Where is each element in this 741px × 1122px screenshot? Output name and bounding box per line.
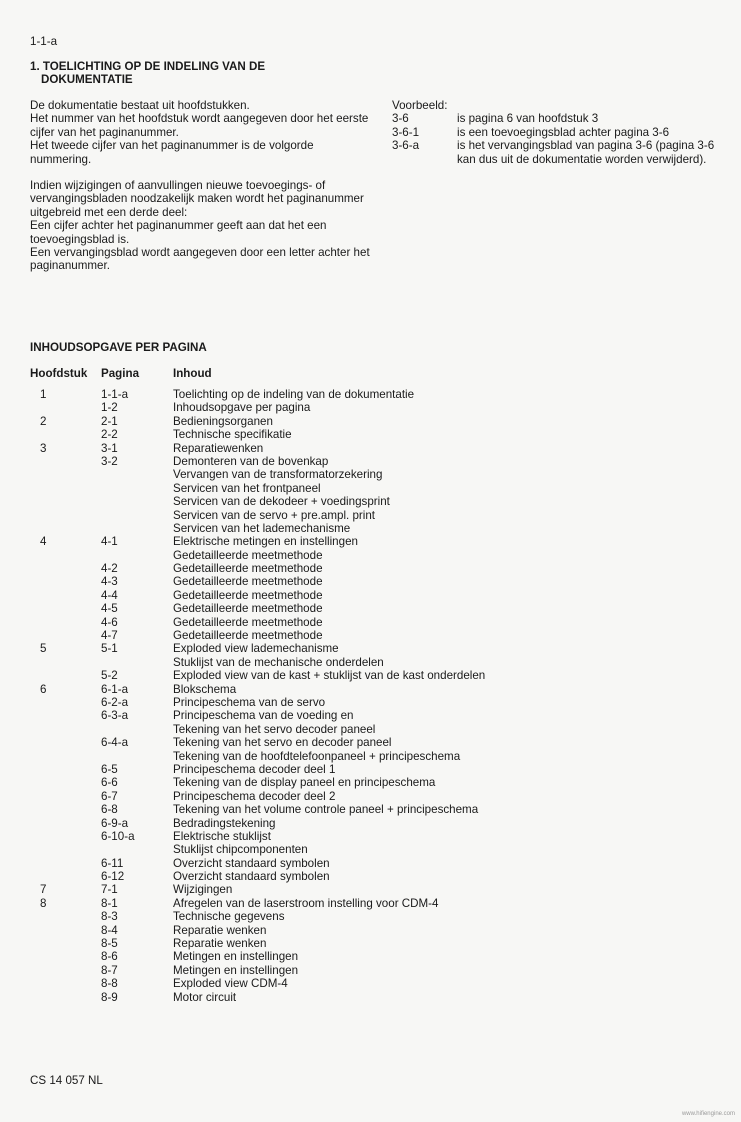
toc-chapter bbox=[30, 843, 101, 856]
toc-chapter bbox=[30, 736, 101, 749]
toc-row bbox=[30, 763, 730, 776]
toc-content: Inhoudsopgave per pagina bbox=[173, 401, 311, 415]
toc-page: 4-4 bbox=[101, 588, 118, 602]
toc-page bbox=[101, 482, 173, 495]
toc-chapter bbox=[30, 575, 101, 588]
toc-page: 8-8 bbox=[101, 977, 118, 991]
toc-page: 4-1 bbox=[101, 535, 118, 549]
toc-row bbox=[30, 736, 730, 749]
toc-content: Technische specifikatie bbox=[173, 428, 292, 442]
toc-header-chapter: Hoofdstuk bbox=[30, 367, 88, 380]
toc-row bbox=[30, 817, 730, 830]
toc-content: Elektrische metingen en instellingen bbox=[173, 535, 358, 549]
toc-page: 6-10-a bbox=[101, 829, 135, 843]
example-row bbox=[392, 139, 732, 166]
toc-page: 6-4-a bbox=[101, 736, 129, 750]
intro-paragraph: De dokumentatie bestaat uit hoofdstukken. Het nummer van het hoofdstuk wordt aangegeven door het eerste cijfer van het paginanummer. Het tweede cijfer van het paginanummer is de volgorde nummering. bbox=[30, 99, 369, 166]
toc-chapter bbox=[30, 870, 101, 883]
toc-content: Principeschema van de servo bbox=[173, 695, 326, 709]
toc-page: 8-9 bbox=[101, 990, 118, 1004]
toc-chapter bbox=[30, 776, 101, 789]
toc-chapter bbox=[30, 616, 101, 629]
document-code: CS 14 057 NL bbox=[30, 1074, 103, 1087]
example-row bbox=[392, 112, 732, 125]
toc-chapter bbox=[30, 696, 101, 709]
toc-page: 6-12 bbox=[101, 870, 125, 884]
toc-content: Servicen van de servo + pre.ampl. print bbox=[173, 508, 376, 522]
toc-content: Metingen en instellingen bbox=[173, 950, 299, 964]
toc-row bbox=[30, 709, 730, 722]
toc-chapter bbox=[30, 509, 101, 522]
toc-page: 6-11 bbox=[101, 856, 124, 870]
toc-content: Elektrische stuklijst bbox=[173, 829, 271, 843]
toc-chapter bbox=[30, 857, 101, 870]
toc-page: 4-7 bbox=[101, 629, 118, 643]
toc-page bbox=[101, 750, 173, 763]
toc-page: 8-1 bbox=[101, 896, 118, 910]
toc-row bbox=[30, 883, 730, 896]
toc-page: 7-1 bbox=[101, 883, 118, 897]
toc-row bbox=[30, 629, 730, 642]
toc-chapter bbox=[30, 709, 101, 722]
toc-content: Reparatie wenken bbox=[173, 923, 267, 937]
toc-chapter bbox=[30, 950, 101, 963]
toc-row bbox=[30, 669, 730, 682]
toc-row bbox=[30, 924, 730, 937]
toc-page: 4-6 bbox=[101, 615, 118, 629]
toc-chapter bbox=[30, 629, 101, 642]
example-row bbox=[392, 126, 732, 139]
toc-chapter bbox=[30, 924, 101, 937]
toc-row bbox=[30, 455, 730, 468]
toc-content: Wijzigingen bbox=[173, 883, 233, 897]
toc-chapter bbox=[30, 669, 101, 682]
toc-row bbox=[30, 642, 730, 655]
toc-row bbox=[30, 575, 730, 588]
toc-chapter bbox=[30, 482, 101, 495]
toc-row bbox=[30, 830, 730, 843]
toc-row bbox=[30, 776, 730, 789]
toc-chapter: 2 bbox=[40, 414, 47, 428]
toc-row bbox=[30, 549, 730, 562]
toc-content: Bedradingstekening bbox=[173, 816, 276, 830]
toc-chapter bbox=[30, 522, 101, 535]
toc-row bbox=[30, 616, 730, 629]
toc-page: 5-1 bbox=[101, 642, 118, 656]
toc-row bbox=[30, 602, 730, 615]
example-text: is het vervangingsblad van pagina 3-6 (pagina 3-6 kan dus uit de dokumentatie worden verwijderd). bbox=[457, 139, 715, 166]
toc-chapter bbox=[30, 455, 101, 468]
toc-content: Stuklijst van de mechanische onderdelen bbox=[173, 655, 384, 669]
toc-row bbox=[30, 803, 730, 816]
toc-page: 1-2 bbox=[101, 401, 118, 415]
toc-chapter bbox=[30, 401, 101, 414]
toc-chapter bbox=[30, 723, 101, 736]
toc-row bbox=[30, 522, 730, 535]
toc-page: 4-3 bbox=[101, 575, 118, 589]
toc-chapter: 8 bbox=[40, 896, 47, 910]
toc-content: Vervangen van de transformatorzekering bbox=[173, 468, 383, 482]
toc-chapter bbox=[30, 495, 101, 508]
toc-header-page: Pagina bbox=[101, 367, 140, 380]
toc-page: 8-7 bbox=[101, 963, 118, 977]
toc-content: Technische gegevens bbox=[173, 910, 285, 924]
toc-content: Principeschema decoder deel 1 bbox=[173, 762, 336, 776]
toc-page: 2-2 bbox=[101, 428, 118, 442]
toc-page: 8-6 bbox=[101, 950, 118, 964]
toc-row bbox=[30, 509, 730, 522]
toc-row bbox=[30, 977, 730, 990]
toc-title: INHOUDSOPGAVE PER PAGINA bbox=[30, 341, 207, 354]
toc-page: 2-1 bbox=[101, 414, 118, 428]
toc-page bbox=[101, 509, 173, 522]
toc-row bbox=[30, 696, 730, 709]
example-key: 3-6-1 bbox=[392, 125, 420, 139]
toc-content: Toelichting op de indeling van de dokumentatie bbox=[173, 388, 415, 401]
toc-content: Servicen van het lademechanisme bbox=[173, 521, 351, 535]
toc-page: 6-5 bbox=[101, 762, 118, 776]
toc-chapter: 4 bbox=[40, 535, 47, 549]
toc-row bbox=[30, 870, 730, 883]
toc-row bbox=[30, 535, 730, 548]
toc-content: Servicen van het frontpaneel bbox=[173, 481, 321, 495]
toc-chapter bbox=[30, 602, 101, 615]
toc-chapter: 3 bbox=[40, 441, 47, 455]
toc-content: Exploded view CDM-4 bbox=[173, 977, 288, 991]
toc-chapter bbox=[30, 656, 101, 669]
toc-page: 4-2 bbox=[101, 562, 118, 576]
toc-page: 6-1-a bbox=[101, 682, 129, 696]
toc-chapter bbox=[30, 549, 101, 562]
toc-page: 6-7 bbox=[101, 789, 118, 803]
toc-row bbox=[30, 442, 730, 455]
toc-content: Blokschema bbox=[173, 682, 237, 696]
section-heading bbox=[30, 60, 265, 87]
toc-row bbox=[30, 723, 730, 736]
intro-text bbox=[30, 99, 375, 286]
toc-row bbox=[30, 790, 730, 803]
example-key: 3-6-a bbox=[392, 139, 420, 153]
toc-header-content: Inhoud bbox=[173, 367, 212, 380]
toc-page: 5-2 bbox=[101, 669, 118, 683]
toc-content: Gedetailleerde meetmethode bbox=[173, 548, 323, 562]
toc-content: Tekening van de display paneel en principeschema bbox=[173, 776, 436, 790]
toc-row bbox=[30, 857, 730, 870]
toc-table bbox=[30, 388, 730, 1004]
toc-row bbox=[30, 468, 730, 481]
toc-content: Gedetailleerde meetmethode bbox=[173, 562, 323, 576]
example-label: Voorbeeld: bbox=[392, 99, 448, 112]
toc-page: 6-2-a bbox=[101, 695, 129, 709]
toc-content: Gedetailleerde meetmethode bbox=[173, 615, 323, 629]
toc-row bbox=[30, 910, 730, 923]
toc-content: Bedieningsorganen bbox=[173, 414, 273, 428]
toc-chapter bbox=[30, 803, 101, 816]
toc-content: Demonteren van de bovenkap bbox=[173, 454, 329, 468]
toc-chapter bbox=[30, 562, 101, 575]
example-block bbox=[392, 99, 732, 166]
toc-page: 4-5 bbox=[101, 602, 118, 616]
toc-row bbox=[30, 388, 730, 401]
toc-chapter bbox=[30, 428, 101, 441]
toc-chapter bbox=[30, 830, 101, 843]
toc-row bbox=[30, 843, 730, 856]
toc-row bbox=[30, 897, 730, 910]
toc-content: Gedetailleerde meetmethode bbox=[173, 588, 323, 602]
toc-page bbox=[101, 723, 173, 736]
toc-chapter: 1 bbox=[40, 388, 47, 401]
toc-content: Principeschema van de voeding en bbox=[173, 709, 354, 723]
toc-page: 8-4 bbox=[101, 923, 118, 937]
toc-chapter bbox=[30, 817, 101, 830]
toc-content: Afregelen van de laserstroom instelling voor CDM-4 bbox=[173, 896, 439, 910]
toc-header-row bbox=[30, 367, 730, 380]
page-number: 1-1-a bbox=[30, 35, 58, 48]
toc-content: Gedetailleerde meetmethode bbox=[173, 575, 323, 589]
toc-page: 6-3-a bbox=[101, 709, 129, 723]
toc-page: 8-5 bbox=[101, 937, 118, 951]
toc-chapter bbox=[30, 937, 101, 950]
toc-chapter: 5 bbox=[40, 642, 47, 656]
toc-row bbox=[30, 589, 730, 602]
toc-chapter bbox=[30, 750, 101, 763]
toc-content: Tekening van het servo en decoder paneel bbox=[173, 736, 392, 750]
toc-page bbox=[101, 656, 173, 669]
toc-chapter bbox=[30, 964, 101, 977]
toc-page: 3-1 bbox=[101, 441, 118, 455]
toc-content: Exploded view van de kast + stuklijst van de kast onderdelen bbox=[173, 669, 486, 683]
toc-content: Reparatiewenken bbox=[173, 441, 264, 455]
toc-row bbox=[30, 482, 730, 495]
toc-chapter bbox=[30, 589, 101, 602]
toc-content: Gedetailleerde meetmethode bbox=[173, 602, 323, 616]
toc-page: 1-1-a bbox=[101, 388, 129, 401]
toc-content: Overzicht standaard symbolen bbox=[173, 870, 330, 884]
toc-content: Motor circuit bbox=[173, 990, 237, 1004]
section-heading-line-1: 1. TOELICHTING OP DE INDELING VAN DE bbox=[30, 60, 266, 73]
section-heading-line-2: DOKUMENTATIE bbox=[41, 73, 133, 87]
toc-chapter bbox=[30, 910, 101, 923]
toc-chapter bbox=[30, 977, 101, 990]
toc-row bbox=[30, 415, 730, 428]
toc-row bbox=[30, 937, 730, 950]
example-text: is pagina 6 van hoofdstuk 3 bbox=[457, 112, 599, 126]
toc-chapter: 7 bbox=[40, 883, 47, 897]
toc-row bbox=[30, 950, 730, 963]
toc-chapter bbox=[30, 790, 101, 803]
toc-page bbox=[101, 495, 173, 508]
toc-row bbox=[30, 495, 730, 508]
toc-chapter bbox=[30, 991, 101, 1004]
toc-row bbox=[30, 683, 730, 696]
toc-row bbox=[30, 562, 730, 575]
watermark: www.hifiengine.com bbox=[681, 1111, 735, 1117]
toc-page: 6-6 bbox=[101, 776, 118, 790]
toc-row bbox=[30, 750, 730, 763]
toc-page: 3-2 bbox=[101, 454, 118, 468]
toc-page: 6-8 bbox=[101, 803, 118, 817]
example-text: is een toevoegingsblad achter pagina 3-6 bbox=[457, 125, 670, 139]
toc-page bbox=[101, 549, 173, 562]
toc-content: Tekening van het volume controle paneel + principeschema bbox=[173, 803, 479, 817]
toc-content: Overzicht standaard symbolen bbox=[173, 856, 330, 870]
toc-content: Stuklijst chipcomponenten bbox=[173, 843, 308, 857]
toc-row bbox=[30, 964, 730, 977]
toc-content: Servicen van de dekodeer + voedingsprint bbox=[173, 495, 390, 509]
toc-row bbox=[30, 991, 730, 1004]
toc-page bbox=[101, 843, 173, 856]
toc-content: Reparatie wenken bbox=[173, 937, 267, 951]
example-key: 3-6 bbox=[392, 112, 409, 126]
toc-content: Tekening van het servo decoder paneel bbox=[173, 722, 376, 736]
toc-row bbox=[30, 656, 730, 669]
toc-chapter bbox=[30, 763, 101, 776]
toc-page: 6-9-a bbox=[101, 816, 129, 830]
toc-chapter: 6 bbox=[40, 682, 47, 696]
toc-page bbox=[101, 522, 173, 535]
toc-content: Gedetailleerde meetmethode bbox=[173, 629, 323, 643]
toc-content: Metingen en instellingen bbox=[173, 963, 299, 977]
intro-paragraph: Indien wijzigingen of aanvullingen nieuwe toevoegings- of vervangingsbladen noodzakelijk maken wordt het paginanummer uitgebreid met een derde deel: Een cijfer achter het paginanummer geeft aan dat het een toevoegingsblad is. Een vervangingsblad wordt aangegeven door een letter achter het paginanummer. bbox=[30, 179, 370, 273]
toc-content: Principeschema decoder deel 2 bbox=[173, 789, 336, 803]
toc-chapter bbox=[30, 468, 101, 481]
toc-content: Exploded view lademechanisme bbox=[173, 642, 339, 656]
toc-page: 8-3 bbox=[101, 910, 118, 924]
toc-page bbox=[101, 468, 173, 481]
toc-row bbox=[30, 401, 730, 414]
toc-row bbox=[30, 428, 730, 441]
toc-content: Tekening van de hoofdtelefoonpaneel + principeschema bbox=[173, 749, 461, 763]
